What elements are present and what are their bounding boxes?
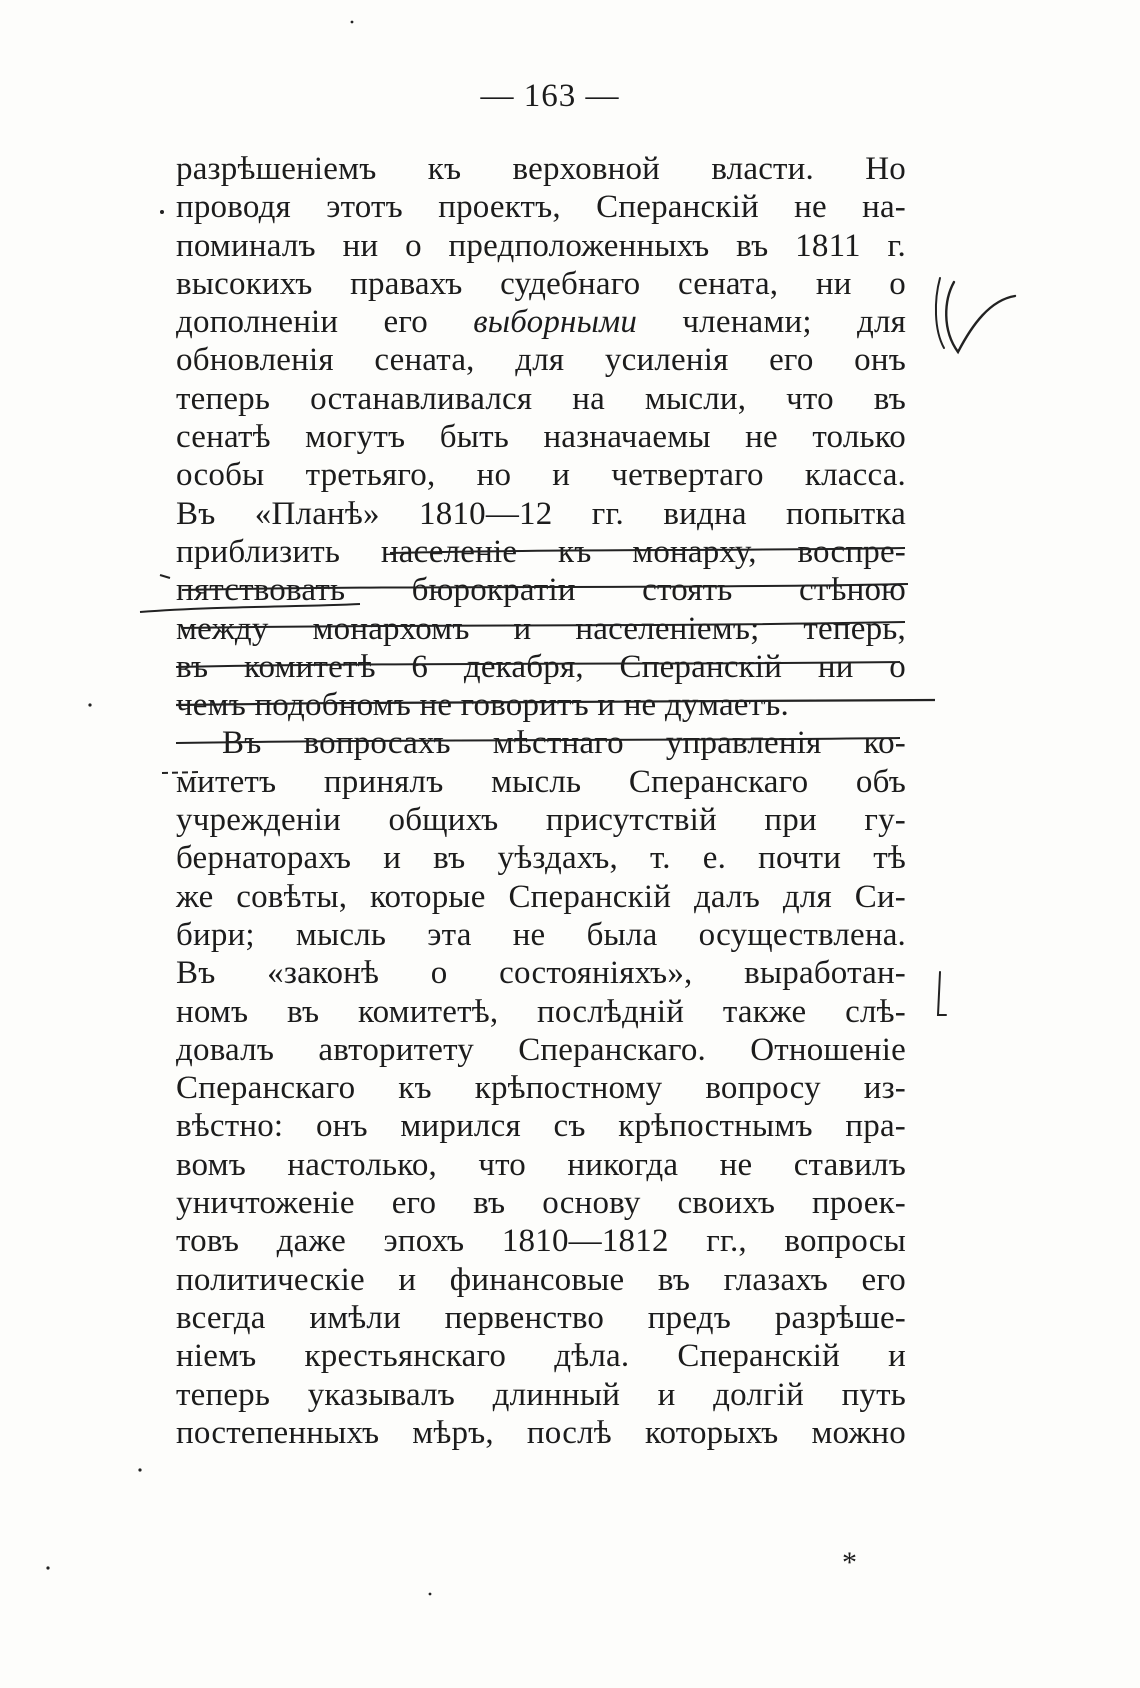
text-line: же совѣты, которые Сперанскій далъ для Си- bbox=[176, 878, 906, 915]
text-line: сенатѣ могутъ быть назначаемы не только bbox=[176, 419, 906, 456]
text-line: Въ «законѣ о состояніяхъ», выработан- bbox=[176, 955, 906, 992]
speck bbox=[88, 703, 91, 706]
page-number: — 163 — bbox=[480, 78, 620, 114]
text-line: чемъ подобномъ не говоритъ и не думаетъ. bbox=[176, 687, 789, 724]
text-line bbox=[176, 303, 906, 341]
text-line: Сперанскаго къ крѣпостному вопросу из- bbox=[176, 1070, 906, 1107]
text-line: ніемъ крестьянскаго дѣла. Сперанскій и bbox=[176, 1338, 906, 1375]
text-line: приблизить населеніе къ монарху, воспре- bbox=[176, 533, 906, 570]
text-segment: дополненіи его bbox=[176, 304, 474, 341]
text-line: въ комитетѣ 6 декабря, Сперанскій ни о bbox=[176, 648, 906, 685]
text-line: политическіе и финансовые въ глазахъ его bbox=[176, 1261, 906, 1298]
text-segment: членами; для bbox=[637, 304, 906, 341]
text-line: учрежденіи общихъ присутствій при гу- bbox=[176, 802, 906, 839]
text-line: между монархомъ и населеніемъ; теперь, bbox=[176, 610, 906, 647]
text-line: вѣстно: онъ мирился съ крѣпостнымъ пра- bbox=[176, 1108, 906, 1145]
text-line: номъ въ комитетѣ, послѣдній также слѣ- bbox=[176, 993, 906, 1030]
text-line: обновленія сената, для усиленія его онъ bbox=[176, 342, 906, 379]
text-line: Въ «Планѣ» 1810—12 гг. видна попытка bbox=[176, 495, 906, 532]
tick-left bbox=[160, 575, 170, 578]
text-line: высокихъ правахъ судебнаго сената, ни о bbox=[176, 265, 906, 302]
text-line: теперь останавливался на мысли, что въ bbox=[176, 380, 906, 417]
text-line: бири; мысль эта не была осуществлена. bbox=[176, 916, 906, 953]
margin-bracket-mark bbox=[936, 278, 944, 348]
text-line: особы третьяго, но и четвертаго класса. bbox=[176, 457, 906, 494]
footer-asterisk: * bbox=[842, 1546, 857, 1579]
text-line: пятствовать бюрократіи стоять стѣною bbox=[176, 572, 906, 609]
body-text bbox=[176, 150, 906, 1452]
text-line: разрѣшеніемъ къ верховной власти. Но bbox=[176, 151, 906, 187]
text-line: постепенныхъ мѣръ, послѣ которыхъ можно bbox=[176, 1414, 906, 1451]
speck bbox=[46, 1566, 49, 1569]
text-line: довалъ авторитету Сперанскаго. Отношеніе bbox=[176, 1031, 906, 1068]
text-line: уничтоженіе его въ основу своихъ проек- bbox=[176, 1185, 906, 1222]
speck bbox=[429, 1593, 432, 1596]
speck bbox=[160, 210, 164, 214]
margin-vertical-mark bbox=[938, 972, 946, 1015]
margin-checkmark bbox=[946, 282, 1015, 352]
text-line: Въ вопросахъ мѣстнаго управленія ко- bbox=[222, 725, 906, 762]
text-line: бернаторахъ и въ уѣздахъ, т. е. почти тѣ bbox=[176, 840, 906, 877]
speck bbox=[351, 21, 354, 24]
text-line: проводя этотъ проектъ, Сперанскій не на- bbox=[176, 189, 906, 226]
text-line: митетъ принялъ мысль Сперанскаго объ bbox=[176, 763, 906, 800]
text-line: товъ даже эпохъ 1810—1812 гг., вопросы bbox=[176, 1223, 906, 1260]
text-line: теперь указывалъ длинный и долгій путь bbox=[176, 1376, 906, 1413]
italic-word: выборными bbox=[473, 304, 638, 341]
speck bbox=[138, 1468, 141, 1471]
text-line: всегда имѣли первенство предъ разрѣше- bbox=[176, 1299, 906, 1336]
text-line: поминалъ ни о предположенныхъ въ 1811 г. bbox=[176, 227, 906, 264]
text-line: вомъ настолько, что никогда не ставилъ bbox=[176, 1146, 906, 1183]
